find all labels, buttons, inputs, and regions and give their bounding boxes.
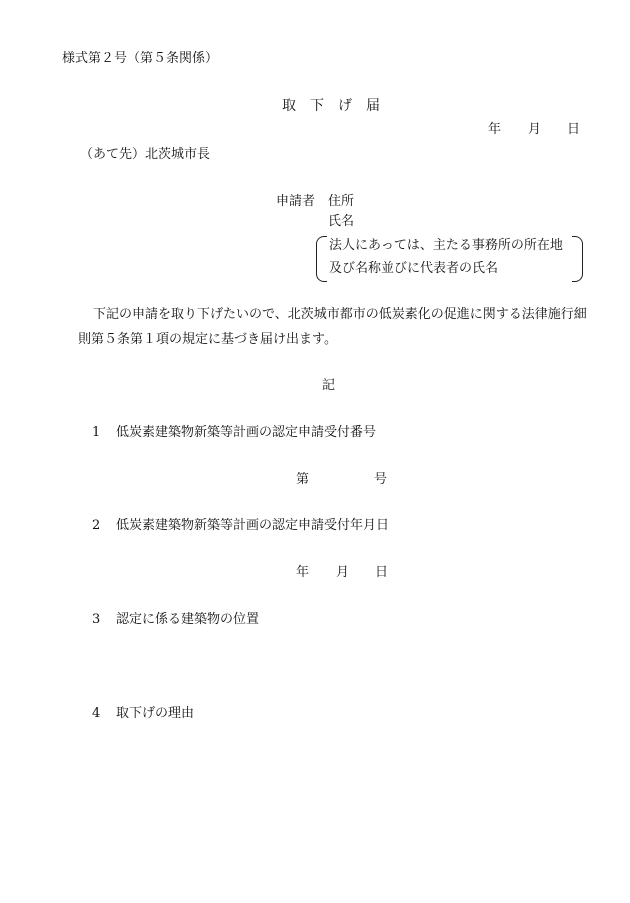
applicant-label: 申請者 [276,194,316,209]
addressee: （あて先）北茨城市長 [80,147,211,162]
item-number: 2 [92,518,101,533]
number-dai: 第 [296,472,310,487]
corp-note-line2: 及び名称並びに代表者の氏名 [329,261,499,276]
body-line1: 下記の申請を取り下げたいので、北茨城市都市の低炭素化の促進に関する法律施行細 [93,307,587,322]
receipt-day: 日 [375,565,389,580]
name-label: 氏名 [328,214,355,229]
corp-note-line1: 法人にあっては、主たる事務所の所在地 [329,238,563,253]
left-bracket [316,236,327,282]
item-number: 1 [92,425,101,440]
item-text: 取下げの理由 [116,706,195,721]
page-title: 取 下 げ 届 [282,98,380,114]
number-gou: 号 [374,472,388,487]
item-number: 4 [92,706,101,721]
item-text: 低炭素建築物新築等計画の認定申請受付年月日 [116,518,390,533]
right-bracket [572,236,583,282]
date-year: 年 [488,122,502,137]
form-id: 様式第２号（第５条関係） [62,51,219,66]
date-month: 月 [528,122,542,137]
receipt-month: 月 [336,565,350,580]
item-text: 低炭素建築物新築等計画の認定申請受付番号 [116,425,377,440]
date-day: 日 [567,122,581,137]
address-label: 住所 [328,194,355,209]
receipt-year: 年 [296,565,310,580]
item-text: 認定に係る建築物の位置 [116,612,260,627]
item-number: 3 [92,612,101,627]
ki-heading: 記 [322,378,336,393]
body-line2: 則第５条第１項の規定に基づき届け出ます。 [78,332,337,347]
